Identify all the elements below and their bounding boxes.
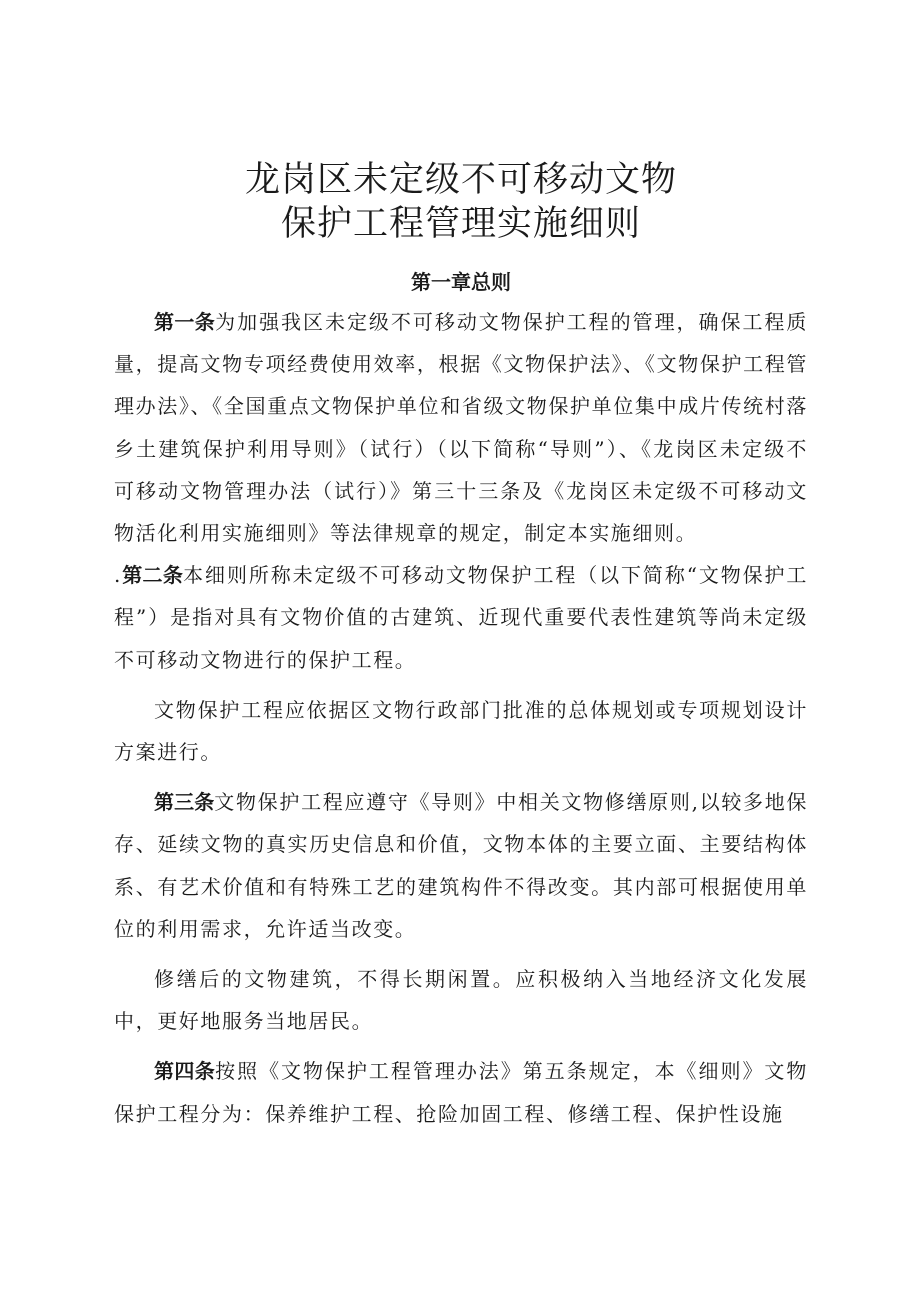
article-2-paragraph [114, 689, 808, 773]
article-3 [114, 781, 808, 950]
article-2 [114, 554, 808, 681]
article-label: 第四条 [154, 1059, 216, 1084]
title-line-1: 龙岗区未定级不可移动文物 [244, 160, 677, 200]
document-title [114, 158, 808, 246]
paragraph-text: 修缮后的文物建筑，不得长期闲置。应积极纳入当地经济文化发展中，更好地服务当地居民。 [114, 967, 808, 1034]
article-1 [114, 301, 808, 554]
article-text: 为加强我区未定级不可移动文物保护工程的管理，确保工程质量，提高文物专项经费使用效率，根据《文物保护法》、《文物保护工程管理办法》、《全国重点文物保护单位和省级文物保护单位集中成片传统村落乡土建筑保护利用导则》（试行）（以下简称“导则”）、《龙岗区未定级不可移动文物管理办法（试行）》第三十三条及《龙岗区未定级不可移动文物活化利用实施细则》等法律规章的规定，制定本实施细则。 [114, 310, 809, 546]
article-text: 本细则所称未定级不可移动文物保护工程（以下简称“文物保护工程”）是指对具有文物价值的古建筑、近现代重要代表性建筑等尚未定级不可移动文物进行的保护工程。 [114, 563, 809, 672]
article-3-paragraph [114, 958, 808, 1042]
article-text: 文物保护工程应遵守《导则》中相关文物修缮原则,以较多地保存、延续文物的真实历史信息和价值，文物本体的主要立面、主要结构体系、有艺术价值和有特殊工艺的建筑构件不得改变。其内部可根据使用单位的利用需求，允许适当改变。 [114, 790, 808, 941]
article-text: 按照《文物保护工程管理办法》第五条规定，本《细则》文物保护工程分为：保养维护工程、抢险加固工程、修缮工程、保护性设施 [114, 1059, 809, 1126]
article-4 [114, 1050, 808, 1134]
chapter-heading: 第一章总则 [411, 270, 511, 294]
article-label: 第三条 [154, 790, 215, 815]
paragraph-text: 文物保护工程应依据区文物行政部门批准的总体规划或专项规划设计方案进行。 [114, 697, 808, 765]
article-label: 第二条 [121, 563, 184, 588]
article-prefix: . [114, 563, 122, 588]
title-line-2: 保护工程管理实施细则 [280, 204, 641, 244]
article-label: 第一条 [154, 310, 216, 334]
